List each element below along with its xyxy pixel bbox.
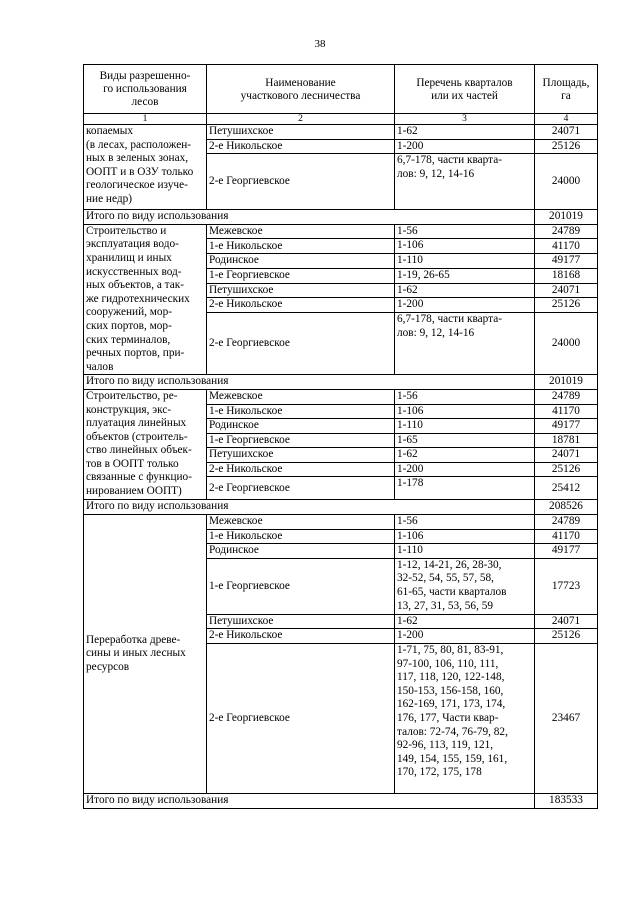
total-value: 183533 [535,794,598,809]
area-cell: 49177 [535,544,598,559]
area-cell: 24071 [535,448,598,463]
area-cell: 24789 [535,515,598,530]
area-cell: 23467 [535,644,598,794]
area-cell: 41170 [535,239,598,254]
quarters-cell: 1-110 [395,419,535,434]
page-number: 38 [314,38,326,50]
forestry-cell: 1-е Никольское [207,529,395,544]
quarters-cell: 1-71, 75, 80, 81, 83-91, 97-100, 106, 110, 111, 117, 118, 120, 122-148, 150-153, 156-158, 160, 162-169, 171, 173, 174, 176, 177, Части квар- талов: 72-74, 76-79, 82, 92-96, 113, 119, 121, 149, 154, 155, 159, 161, 170, 172, 175, 178 [395,644,535,794]
forestry-cell: 2-е Георгиевское [207,477,395,500]
forestry-cell: 2-е Никольское [207,462,395,477]
use-type-cell: Строительство, ре- конструкция, экс- плуатация линейных объектов (строитель- ство линейных объек- тов в ООПТ только связанные с функцио- нированием ООПТ) [84,389,207,500]
area-cell: 17723 [535,558,598,614]
area-cell: 25126 [535,629,598,644]
total-value: 201019 [535,375,598,390]
area-cell: 25412 [535,477,598,500]
column-number: 1 [84,114,207,125]
total-row [84,210,598,225]
use-type-cell: Переработка древе- сины и иных лесных ресурсов [84,515,207,794]
forestry-cell: Петушихское [207,283,395,298]
area-cell: 24071 [535,125,598,140]
forestry-cell: 2-е Никольское [207,298,395,313]
quarters-cell: 1-106 [395,529,535,544]
forestry-cell: 1-е Никольское [207,404,395,419]
quarters-cell: 1-12, 14-21, 26, 28-30, 32-52, 54, 55, 57, 58, 61-65, части кварталов 13, 27, 31, 53, 56, 59 [395,558,535,614]
quarters-cell: 1-110 [395,254,535,269]
header-area: Площадь, га [535,65,598,114]
forestry-cell: 1-е Никольское [207,239,395,254]
column-number: 4 [535,114,598,125]
quarters-cell: 1-62 [395,125,535,140]
area-cell: 18168 [535,268,598,283]
forestry-cell: Родинское [207,254,395,269]
area-cell: 41170 [535,529,598,544]
area-cell: 49177 [535,419,598,434]
total-label: Итого по виду использования [84,500,535,515]
area-cell: 41170 [535,404,598,419]
forestry-cell: Петушихское [207,614,395,629]
forestry-cell: 2-е Георгиевское [207,312,395,374]
quarters-cell: 1-106 [395,239,535,254]
forestry-cell: 1-е Георгиевское [207,433,395,448]
forestry-cell: Межевское [207,224,395,239]
header-forestry: Наименование участкового лесничества [207,65,395,114]
quarters-cell: 1-56 [395,515,535,530]
area-cell: 25126 [535,462,598,477]
total-label: Итого по виду использования [84,794,535,809]
quarters-cell: 1-200 [395,629,535,644]
quarters-cell: 1-62 [395,283,535,298]
forestry-cell: 2-е Георгиевское [207,154,395,210]
forestry-cell: Родинское [207,419,395,434]
column-number-row [84,114,598,125]
quarters-cell: 1-19, 26-65 [395,268,535,283]
header-use-type: Виды разрешенно- го использования лесов [84,65,207,114]
quarters-cell: 1-106 [395,404,535,419]
quarters-cell: 1-178 [395,477,535,500]
area-cell: 24071 [535,614,598,629]
quarters-cell: 1-200 [395,139,535,154]
forestry-cell: Родинское [207,544,395,559]
forestry-cell: Петушихское [207,448,395,463]
table-row [84,125,598,140]
quarters-cell: 1-56 [395,389,535,404]
total-row [84,794,598,809]
area-cell: 24789 [535,389,598,404]
quarters-cell: 1-62 [395,614,535,629]
total-value: 208526 [535,500,598,515]
total-value: 201019 [535,210,598,225]
header-quarters: Перечень кварталов или их частей [395,65,535,114]
table-row [84,389,598,404]
quarters-cell: 1-56 [395,224,535,239]
area-cell: 24789 [535,224,598,239]
quarters-cell: 1-65 [395,433,535,448]
column-number: 2 [207,114,395,125]
table-body [84,125,598,809]
forestry-cell: 1-е Георгиевское [207,268,395,283]
quarters-cell: 1-200 [395,462,535,477]
total-row [84,500,598,515]
quarters-cell: 6,7-178, части кварта- лов: 9, 12, 14-16 [395,154,535,210]
area-cell: 25126 [535,298,598,313]
forestry-cell: Петушихское [207,125,395,140]
column-number: 3 [395,114,535,125]
total-row [84,375,598,390]
quarters-cell: 1-200 [395,298,535,313]
quarters-cell: 6,7-178, части кварта- лов: 9, 12, 14-16 [395,312,535,374]
area-cell: 18781 [535,433,598,448]
forestry-cell: 2-е Никольское [207,139,395,154]
table-row [84,224,598,239]
area-cell: 25126 [535,139,598,154]
table-row [84,515,598,530]
forest-use-table [83,64,598,809]
forestry-cell: 1-е Георгиевское [207,558,395,614]
total-label: Итого по виду использования [84,375,535,390]
area-cell: 24000 [535,154,598,210]
use-type-cell: Строительство и эксплуатация водо- хранилищ и иных искусственных вод- ных объектов, а так- же гидротехнических сооружений, мор- ских портов, мор- ских терминалов, речных портов, при- чалов [84,224,207,375]
forestry-cell: Межевское [207,389,395,404]
area-cell: 49177 [535,254,598,269]
forestry-cell: 2-е Никольское [207,629,395,644]
forestry-cell: 2-е Георгиевское [207,644,395,794]
quarters-cell: 1-110 [395,544,535,559]
table-header-row [84,65,598,114]
area-cell: 24071 [535,283,598,298]
total-label: Итого по виду использования [84,210,535,225]
area-cell: 24000 [535,312,598,374]
forestry-cell: Межевское [207,515,395,530]
use-type-cell: копаемых (в лесах, расположен- ных в зеленых зонах, ООПТ и в ОЗУ только геологическое изуче- ние недр) [84,125,207,210]
quarters-cell: 1-62 [395,448,535,463]
